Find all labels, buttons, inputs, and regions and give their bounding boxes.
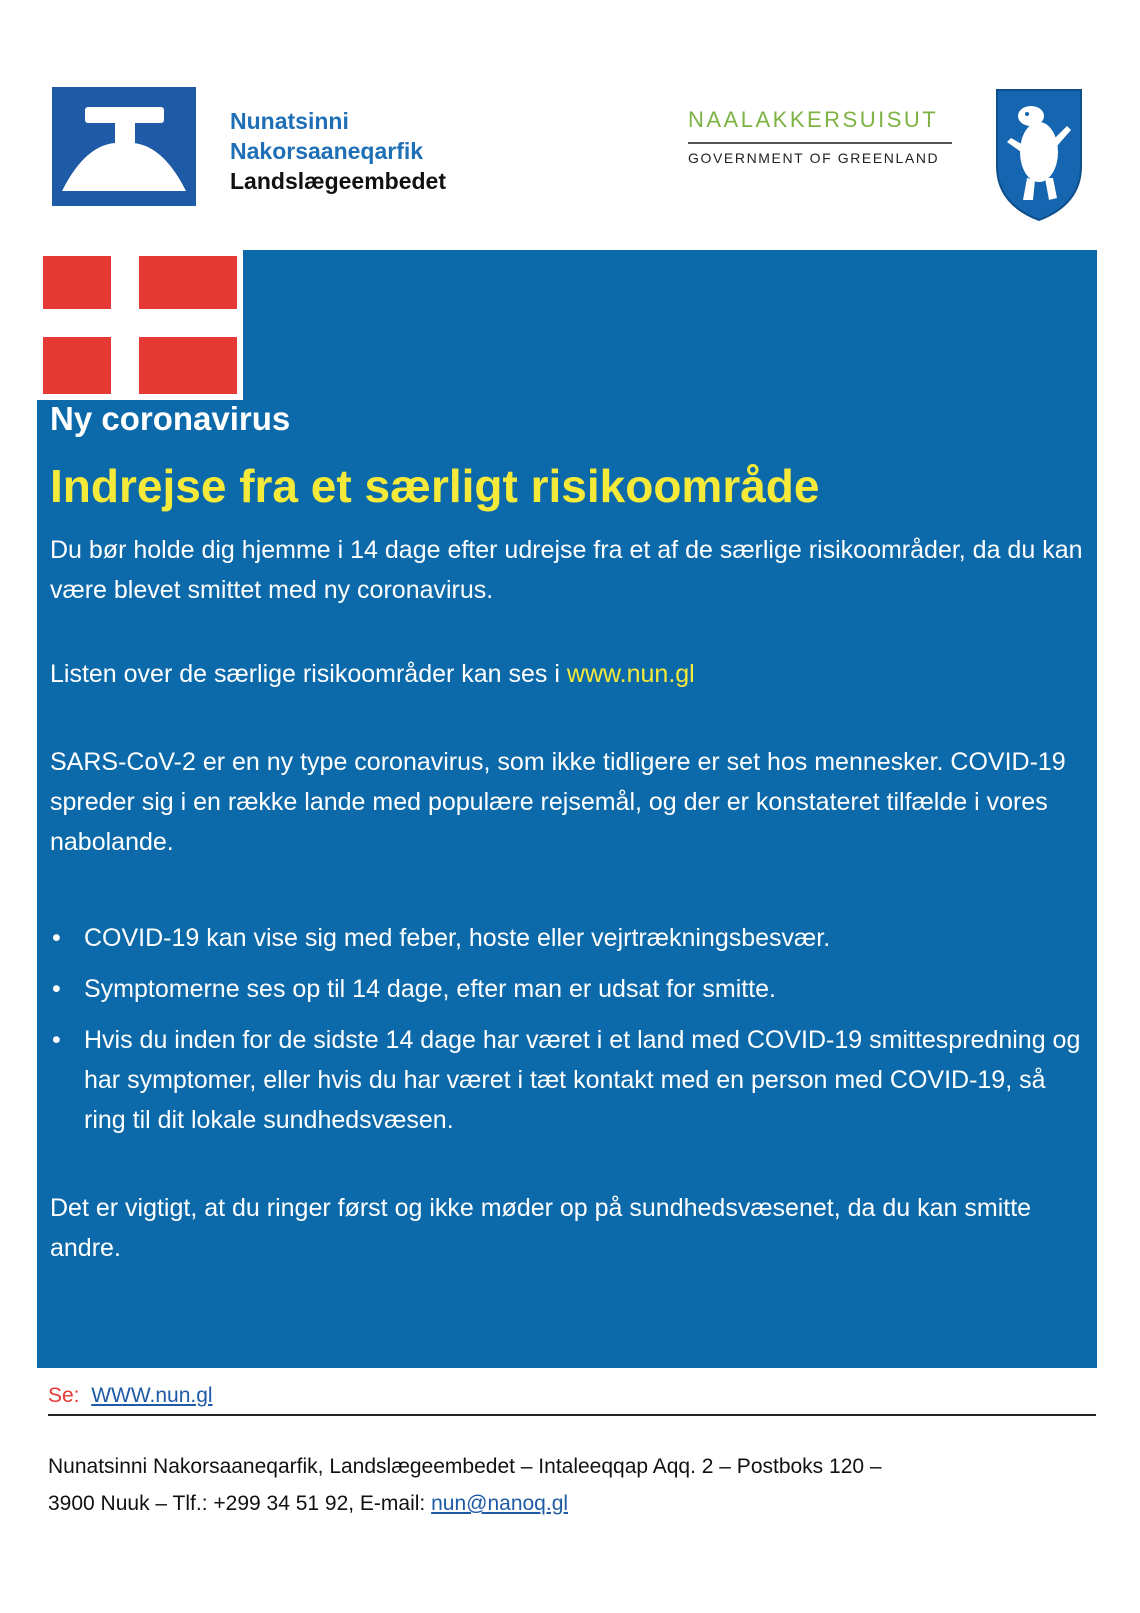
list-item: • COVID-19 kan vise sig med feber, hoste eller vejrtrækningsbesvær. — [50, 918, 1090, 958]
organization-name — [230, 106, 446, 196]
government-logo — [688, 107, 956, 166]
email-link[interactable]: nun@nanoq.gl — [431, 1492, 569, 1515]
paragraph-risk-list — [50, 654, 1090, 694]
gov-subtitle: GOVERNMENT OF GREENLAND — [688, 150, 940, 166]
footer-address — [48, 1448, 1098, 1522]
headline: Indrejse fra et særligt risikoområde — [50, 460, 820, 512]
address-line2: 3900 Nuuk – Tlf.: +299 34 51 92, E-mail: nun@nanoq.gl — [48, 1492, 569, 1515]
see-label: Se: — [48, 1384, 80, 1407]
risk-list-text: Listen over de særlige risikoområder kan ses i — [50, 660, 567, 688]
symptom-list — [50, 918, 1090, 1140]
polar-bear-crest-icon — [993, 86, 1085, 222]
see-also — [48, 1384, 213, 1408]
footer-divider — [48, 1414, 1096, 1416]
gov-title: NAALAKKERSUISUT — [688, 107, 939, 132]
list-item: • Hvis du inden for de sidste 14 dage har været i et land med COVID-19 smittespredning og har symptomer, eller hvis du har været i tæt kontakt med en person med COVID-19, så ring til dit lokale sundhedsvæsen. — [50, 1020, 1090, 1140]
paragraph-stay-home: Du bør holde dig hjemme i 14 dage efter udrejse fra et af de særlige risikoområder, da du kan være blevet smittet med ny coronavirus. — [50, 536, 1083, 604]
org-name-line3: Landslægeembedet — [230, 168, 446, 194]
org-name-line1: Nunatsinni — [230, 108, 349, 134]
list-item: • Symptomerne ses op til 14 dage, efter man er udsat for smitte. — [50, 969, 1090, 1009]
footer-website-link[interactable]: WWW.nun.gl — [91, 1384, 213, 1407]
address-line1: Nunatsinni Nakorsaaneqarfik, Landslægeembedet – Intaleeqqap Aqq. 2 – Postboks 120 – — [48, 1455, 882, 1478]
nakorsaaneqarfik-logo — [52, 87, 196, 206]
gov-divider — [688, 142, 952, 144]
ulu-icon — [52, 87, 196, 206]
panel-content — [50, 398, 1090, 1268]
paragraph-sars-cov-2: SARS-CoV-2 er en ny type coronavirus, som ikke tidligere er set hos mennesker. COVID-19 spreder sig i en række lande med populære rejsemål, og der er konstateret tilfælde i vores nabolande. — [50, 748, 1066, 856]
nun-link[interactable]: www.nun.gl — [566, 660, 695, 688]
paragraph-call-first: Det er vigtigt, at du ringer først og ikke møder op på sundhedsvæsenet, da du kan smitte andre. — [50, 1194, 1032, 1262]
kicker: Ny coronavirus — [50, 400, 291, 437]
org-name-line2: Nakorsaaneqarfik — [230, 138, 424, 164]
danish-flag-icon — [37, 250, 243, 400]
